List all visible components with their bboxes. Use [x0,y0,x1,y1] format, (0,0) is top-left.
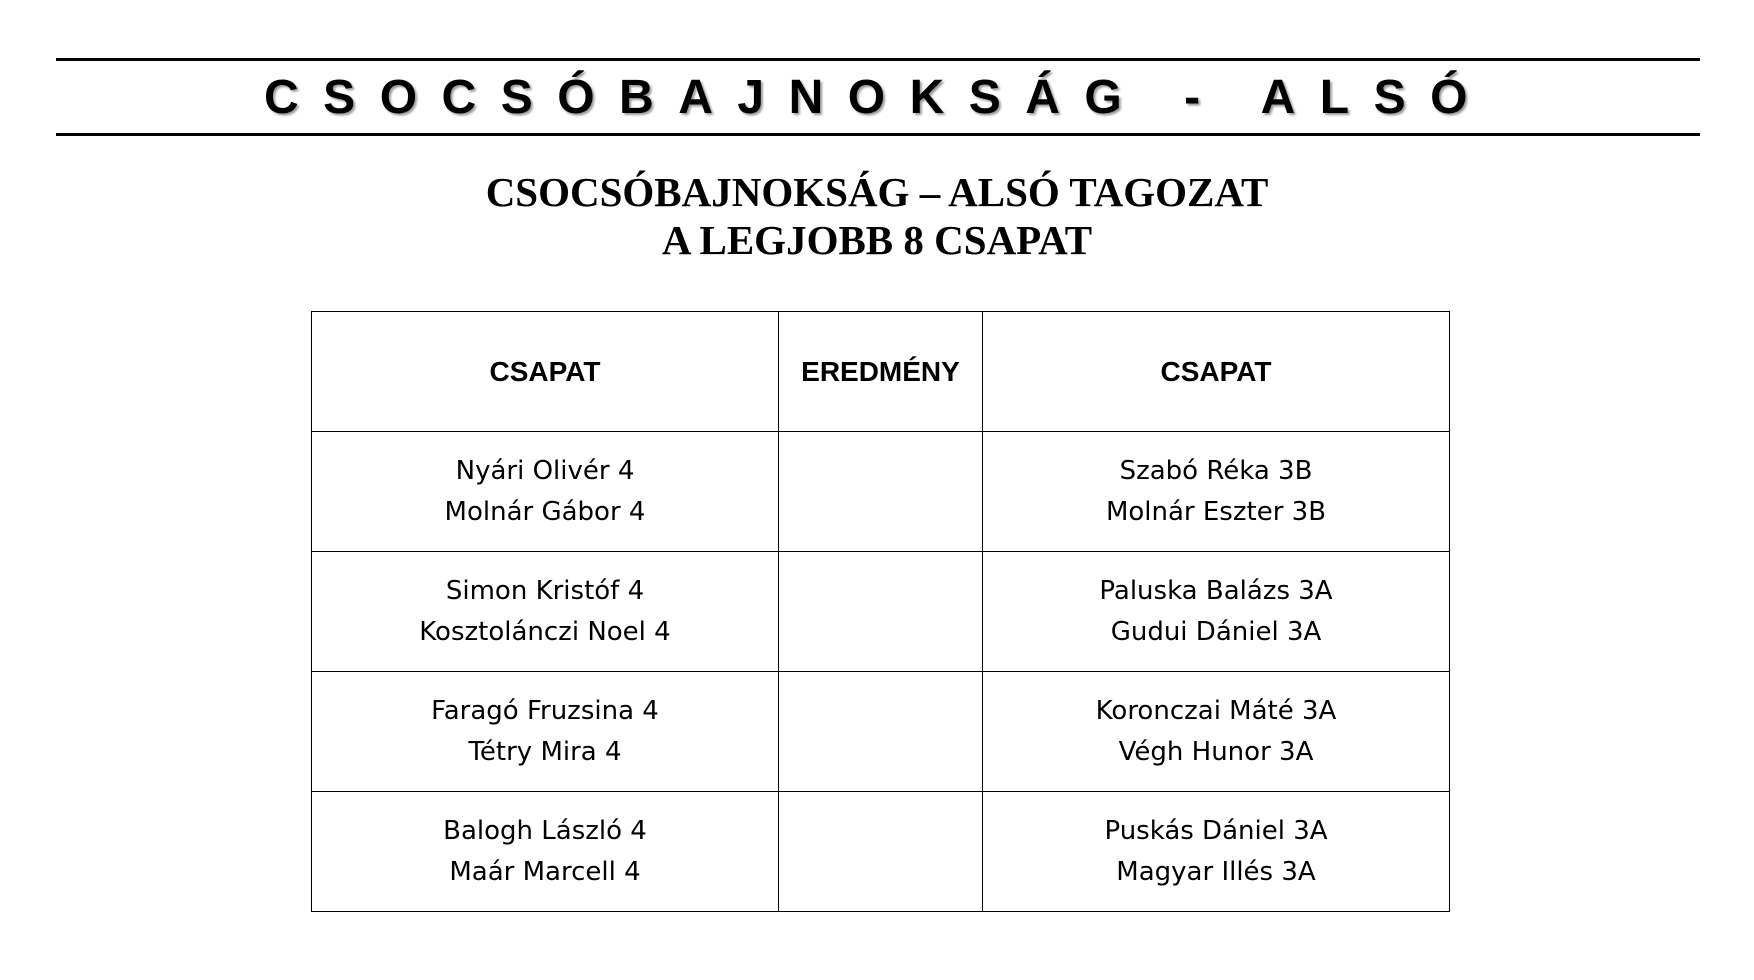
player-name: Nyári Olivér 4 [455,455,635,486]
player-name: Végh Hunor 3A [1118,736,1314,767]
table-row [312,792,1450,912]
player-name: Simon Kristóf 4 [445,575,645,606]
page-heading-line1: CSOCSÓBAJNOKSÁG – ALSÓ TAGOZAT [485,169,1269,215]
result-cell [779,432,983,552]
team-left-cell [312,792,779,912]
result-cell [779,672,983,792]
player-name: Balogh László 4 [443,815,647,846]
page-heading-line2: A LEGJOBB 8 CSAPAT [661,217,1093,263]
team-right-cell [983,552,1450,672]
header-result: EREDMÉNY [779,312,983,432]
player-name: Gudui Dániel 3A [1110,616,1322,647]
team-right-cell [983,672,1450,792]
team-right-cell [983,432,1450,552]
player-name: Maár Marcell 4 [449,856,641,887]
bracket-table [311,311,1450,912]
table-row [312,552,1450,672]
table-header-row [312,312,1450,432]
page-banner [56,58,1700,136]
result-cell [779,552,983,672]
team-left-cell [312,432,779,552]
player-name: Szabó Réka 3B [1119,455,1313,486]
player-name: Paluska Balázs 3A [1099,575,1333,606]
player-name: Puskás Dániel 3A [1104,815,1328,846]
player-name: Koronczai Máté 3A [1095,695,1337,726]
player-name: Faragó Fruzsina 4 [431,695,659,726]
header-team-left: CSAPAT [312,312,779,432]
player-name: Tétry Mira 4 [468,736,622,767]
header-team-right: CSAPAT [983,312,1450,432]
player-name: Magyar Illés 3A [1116,856,1316,887]
banner-title: CSOCSÓBAJNOKSÁG - ALSÓ [264,71,1492,124]
player-name: Kosztolánczi Noel 4 [419,616,671,647]
team-left-cell [312,552,779,672]
table-row [312,672,1450,792]
table-row [312,432,1450,552]
player-name: Molnár Gábor 4 [444,496,646,527]
team-left-cell [312,672,779,792]
team-right-cell [983,792,1450,912]
player-name: Molnár Eszter 3B [1105,496,1327,527]
result-cell [779,792,983,912]
